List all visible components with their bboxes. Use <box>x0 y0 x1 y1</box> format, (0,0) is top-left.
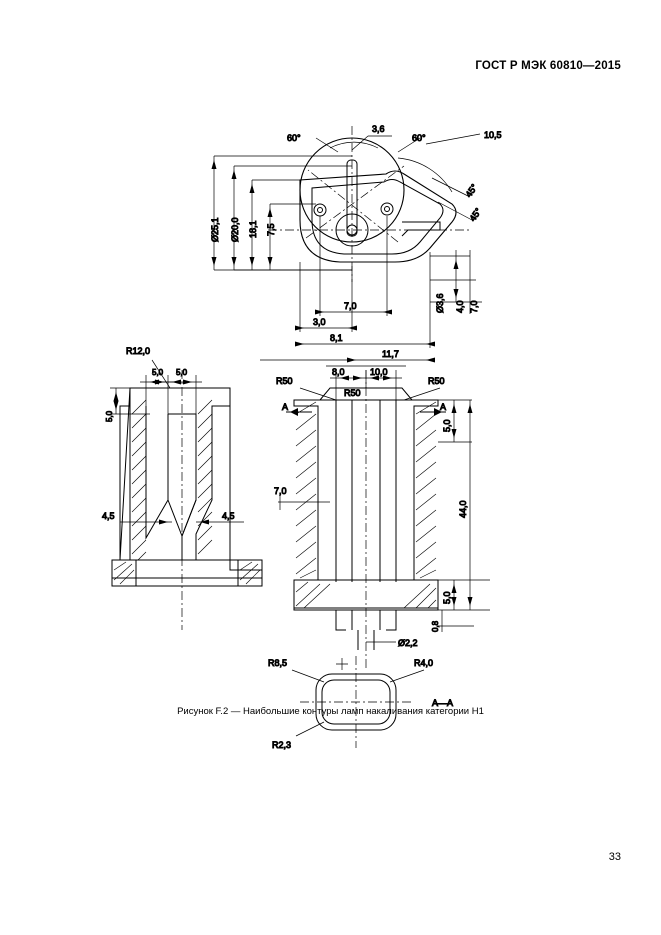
dim-hole-3-6: 3,6 <box>372 124 385 134</box>
dim-len-10-5: 10,5 <box>484 130 502 140</box>
page-number: 33 <box>608 851 621 863</box>
dim-len-11-7: 11,7 <box>382 349 399 359</box>
dim-angle-45-a: 45° <box>463 182 480 200</box>
section-aa-group <box>268 656 453 750</box>
dim-len-7-0-top: 7,0 <box>344 301 357 311</box>
dim-dia-3-6: Ø3,6 <box>435 293 445 313</box>
dim-len-8-1: 8,1 <box>330 333 343 343</box>
main-view-group <box>274 366 490 670</box>
dim-len-3-0: 3,0 <box>313 317 326 327</box>
dim-angle-45-b: 45° <box>467 206 484 224</box>
dim-len-7-0: 7,0 <box>274 486 287 496</box>
section-label-aa: A—A <box>432 698 454 708</box>
dim-r12-0: R12,0 <box>126 346 151 356</box>
dim-len-4-5-right: 4,5 <box>222 511 235 521</box>
top-view-group <box>210 124 502 363</box>
dim-angle-right: 60° <box>412 133 426 143</box>
dim-len-18-1: 18,1 <box>248 220 258 238</box>
dim-r8-5: R8,5 <box>268 658 288 668</box>
section-mark-a-left: A <box>282 402 289 412</box>
dim-r50-left: R50 <box>276 376 293 386</box>
dim-len-4-0: 4,0 <box>455 300 465 313</box>
dim-len-5-0-v: 5,0 <box>105 410 114 422</box>
dim-len-7-5: 7,5 <box>266 223 276 236</box>
dim-r2-3: R2,3 <box>272 740 292 750</box>
dim-len-4-5-left: 4,5 <box>102 511 115 521</box>
dim-len-8-0: 8,0 <box>332 367 345 377</box>
section-mark-a-right: A <box>440 402 447 412</box>
dim-len-10-0: 10,0 <box>370 367 388 377</box>
dim-dia-20-0: Ø20,0 <box>230 217 240 242</box>
figure-caption: Рисунок F.2 — Наибольшие контуры ламп накаливания категории H1 <box>177 706 484 717</box>
dim-angle-left: 60° <box>287 133 301 143</box>
dim-len-5-0-top: 5,0 <box>442 419 452 432</box>
dim-len-7-0-right: 7,0 <box>469 300 479 313</box>
dim-dia-25-1: Ø25,1 <box>210 217 220 242</box>
dim-len-44-0: 44,0 <box>458 500 468 518</box>
dim-len-5-0-bottom: 5,0 <box>442 591 452 604</box>
left-view-group <box>102 346 262 630</box>
dim-len-0-8: 0,8 <box>431 620 440 632</box>
dim-len-5-0-a: 5,0 <box>152 368 164 377</box>
document-header: ГОСТ Р МЭК 60810—2015 <box>475 60 621 72</box>
dim-r50-mid: R50 <box>344 388 361 398</box>
dim-r4-0: R4,0 <box>414 658 434 668</box>
dim-dia-2-2: Ø2,2 <box>398 638 418 648</box>
dim-len-5-0-b: 5,0 <box>176 368 188 377</box>
dim-r50-right: R50 <box>428 376 445 386</box>
